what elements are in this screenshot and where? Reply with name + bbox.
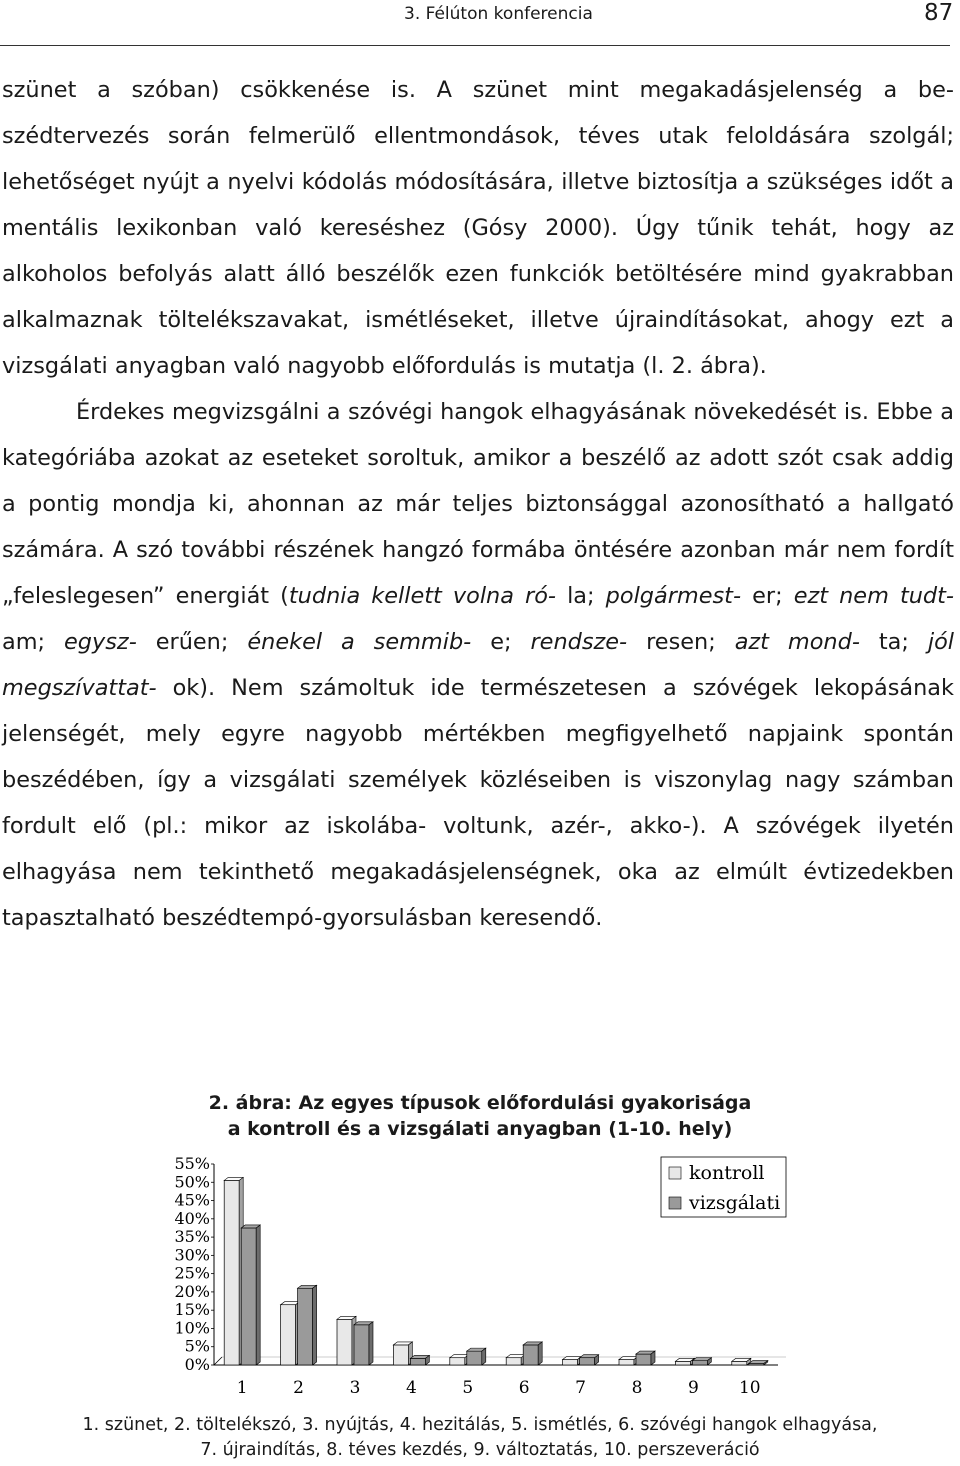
bar-front [281,1305,296,1365]
page-header [0,0,960,40]
italic-example: énekel a semmib- [247,629,472,655]
paragraph [2,67,954,389]
y-tick-label: 5% [184,1336,210,1356]
bar [241,1225,260,1365]
figure-title [0,1090,960,1142]
text-run: ta; [859,629,928,655]
bar-front [563,1360,578,1365]
y-tick-label: 25% [174,1263,210,1283]
italic-example: egysz- [64,629,137,655]
body-text [2,67,954,941]
page-number: 87 [924,0,954,26]
y-tick-label: 15% [174,1300,210,1320]
text-run: la; [556,583,606,609]
bar-front [354,1325,369,1365]
italic-example: tudnia kellett volna ró- [288,583,557,609]
italic-example: azt mond- [734,629,860,655]
bar [337,1316,356,1365]
bar [506,1355,525,1365]
figure-title-line-1: 2. ábra: Az egyes típusok előfordulási gyakorisága [208,1092,752,1114]
bar-front [523,1345,538,1365]
running-title: 3. Félúton konferencia [404,4,593,24]
italic-example: polgármest- [605,583,742,609]
bar-front [580,1358,595,1365]
text-run: szünet a szóban) csökkenése is. A szünet mint megakadásjelenség a beszédtervezés során felmerülő ellentmondások, téves utak feloldására szolgál; lehetőséget nyújt a nyelvi kódolás módosítására, illetve biztosítja a szükséges időt a mentális lexikonban való kereséshez (Gósy 2000). Úgy tűnik tehát, hogy az alkoholos befolyás alatt álló beszélők ezen funkciók betöltésére mind gyakrabban alkalmaznak töltelékszavakat, ismétléseket, illetve újraindításokat, ahogy ezt a vizsgálati anyagban való nagyobb előfordulás is mutatja (l. 2. ábra). [2,77,954,379]
bar [393,1342,412,1365]
y-tick-label: 10% [174,1318,210,1338]
y-tick-label: 20% [174,1281,210,1301]
y-tick-label: 45% [174,1190,210,1210]
bar [636,1351,655,1365]
italic-example: jól megszívattat- [2,629,954,701]
legend-swatch [669,1167,681,1179]
bar-front [619,1360,634,1365]
bar [224,1177,243,1365]
bar [467,1348,486,1365]
text-run: resen; [627,629,735,655]
bar [619,1357,638,1365]
y-tick-label: 50% [174,1172,210,1192]
y-tick-label: 0% [184,1355,210,1374]
x-tick-label: 10 [738,1378,761,1398]
bar-side [313,1285,317,1365]
legend-label: vizsgálati [689,1192,781,1214]
bar-front [337,1319,352,1365]
x-tick-label: 3 [349,1378,361,1398]
text-run: er; [741,583,794,609]
x-tick-label: 8 [631,1378,643,1398]
x-tick-label: 7 [575,1378,587,1398]
figure-title-line-2: a kontroll és a vizsgálati anyagban (1-10. hely) [227,1118,733,1140]
bar-front [224,1180,239,1365]
bar-front [732,1361,747,1365]
text-run: am; [2,629,65,655]
x-tick-label: 5 [462,1378,474,1398]
bar-front [692,1361,707,1365]
bar-front [467,1351,482,1365]
bar [281,1302,300,1365]
x-tick-label: 9 [687,1378,699,1398]
bar-front [675,1361,690,1365]
x-tick-label: 1 [236,1378,248,1398]
bar-front [410,1358,425,1365]
bar-front [636,1354,651,1365]
bar [749,1361,768,1365]
legend [661,1157,786,1217]
bar [410,1355,429,1365]
text-run: Érdekes megvizsgálni a szóvégi hangok elhagyásának növekedését is. Ebbe a kategóriába azokat az eseteket soroltuk, amikor a beszélő az adott szót csak addig a pontig mondja ki, ahonnan az már teljes biztonsággal azonosítható a hallgató számára. A szó további részének hangzó formába öntésére azonban már nem fordít „feleslegesen” energiát ( [2,399,954,609]
bar-side [256,1225,260,1365]
bar-front [298,1288,313,1365]
text-run: e; [471,629,531,655]
x-tick-label: 4 [405,1378,417,1398]
legend-label: kontroll [689,1162,765,1184]
bar [354,1322,373,1365]
bar-side [482,1348,486,1365]
bar [298,1285,317,1365]
bar-side [538,1342,542,1365]
figure-caption [0,1413,960,1463]
text-run: ok). Nem számoltuk ide természetesen a szóvégek lekopásának jelenségét, mely egyre nagyobb mértékben megfigyelhető napjaink spontán beszédében, így a vizsgálati személyek közléseiben is viszonylag nagy számban fordult elő (pl.: mikor az iskolába- voltunk, azér-, akko-). A szóvégek ilyetén elhagyása nem tekinthető megakadásjelenségnek, oka az elmúlt évtizedekben tapasztalható beszédtempó-gyorsulásban keresendő. [2,675,954,931]
bar-front [241,1228,256,1365]
paragraph [2,389,954,941]
bar [580,1355,599,1365]
bar-front [393,1345,408,1365]
x-tick-label: 6 [518,1378,530,1398]
figure-caption-line-2: 7. újraindítás, 8. téves kezdés, 9. változtatás, 10. perszeveráció [200,1440,760,1460]
bar-chart [148,1152,798,1404]
bar [692,1358,711,1365]
x-tick-label: 2 [293,1378,305,1398]
bar [675,1358,694,1365]
y-tick-label: 30% [174,1245,210,1265]
bar [732,1358,751,1365]
figure-caption-line-1: 1. szünet, 2. töltelékszó, 3. nyújtás, 4. hezitálás, 5. ismétlés, 6. szóvégi hangok elhagyása, [82,1415,878,1435]
bar [523,1342,542,1365]
legend-swatch [669,1197,681,1209]
floor-edge [214,1357,222,1365]
text-run: erűen; [136,629,248,655]
y-tick-label: 35% [174,1227,210,1247]
italic-example: rendsze- [530,629,628,655]
y-tick-label: 55% [174,1154,210,1173]
bar-front [506,1358,521,1365]
header-rule [0,45,950,46]
bar [450,1355,469,1365]
bar-front [450,1358,465,1365]
y-tick-label: 40% [174,1208,210,1228]
bar [563,1357,582,1365]
italic-example: ezt nem tudt- [793,583,954,609]
bar-side [369,1322,373,1365]
